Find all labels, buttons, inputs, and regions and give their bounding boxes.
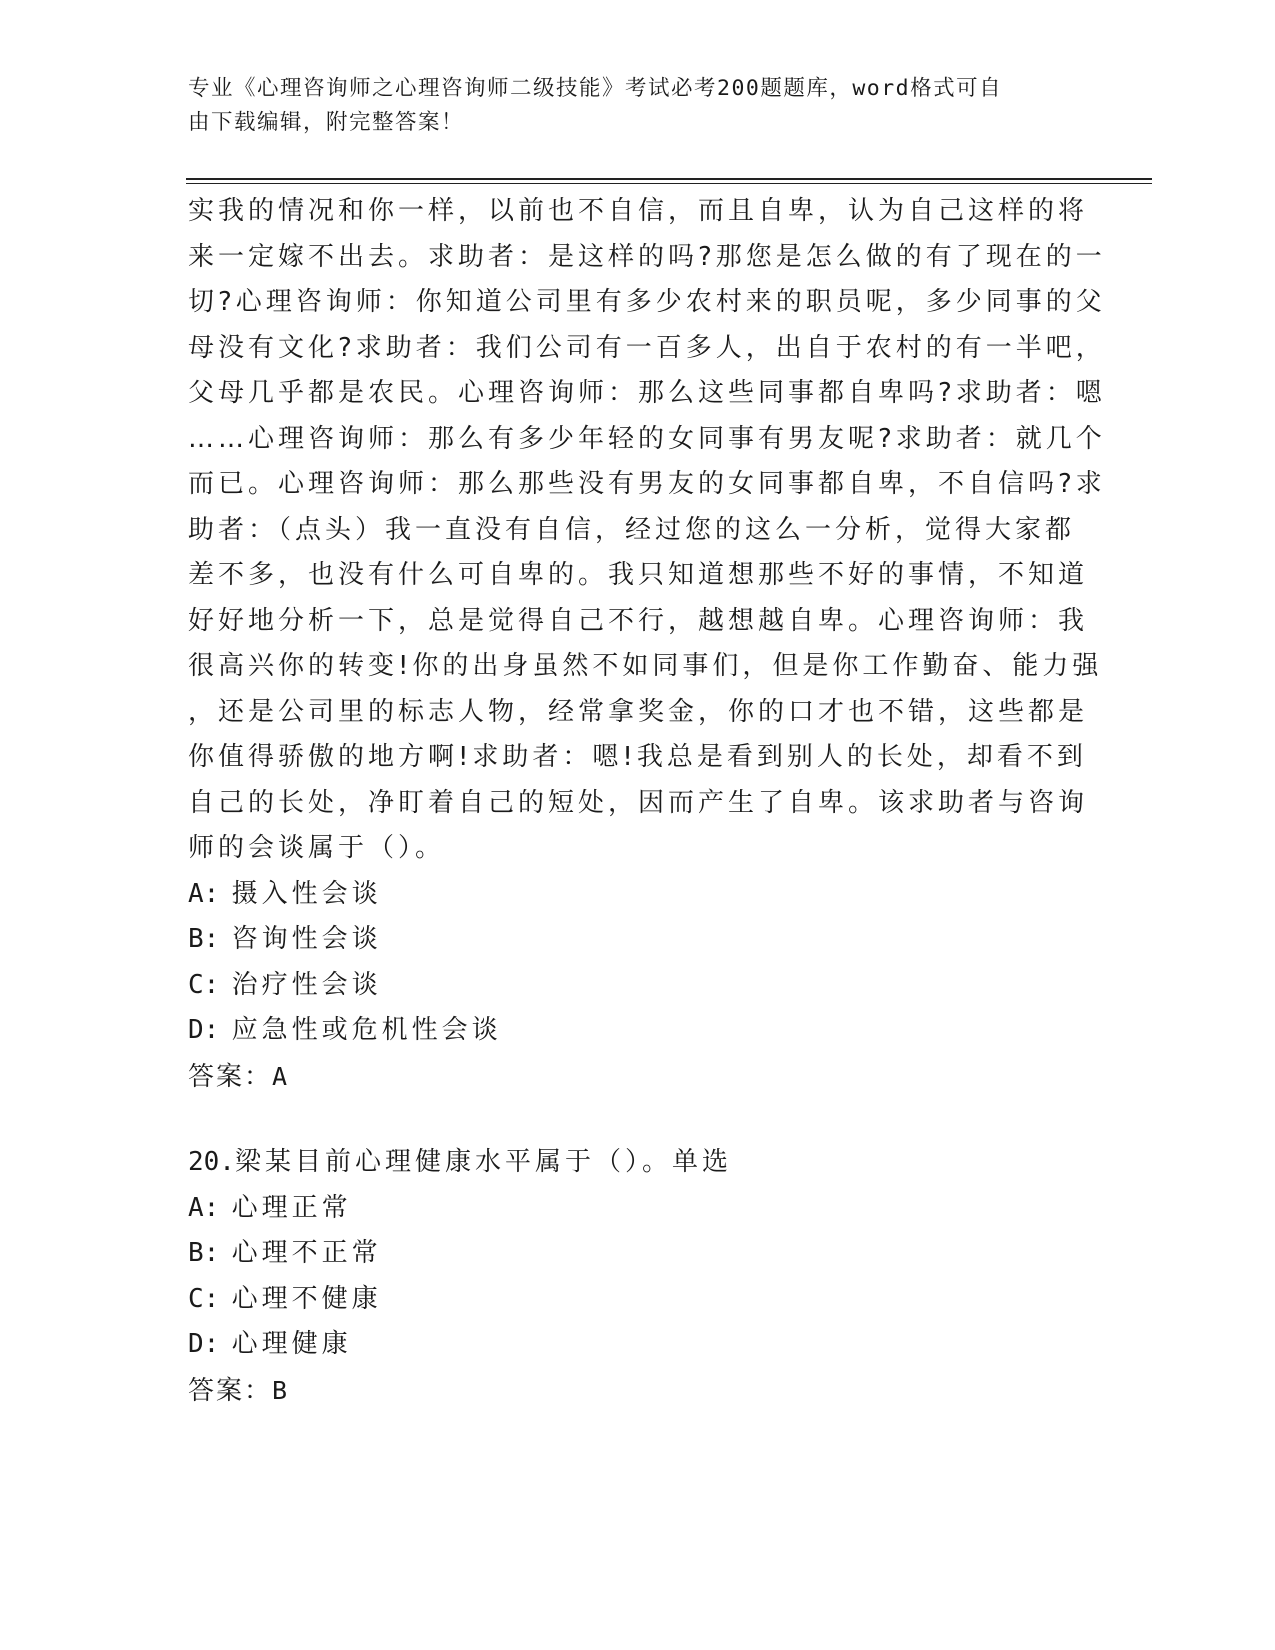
question-19-text-line: 很高兴你的转变!你的出身虽然不如同事们，但是你工作勤奋、能力强 [188, 651, 1103, 681]
question-20-option-a [188, 1186, 1088, 1232]
question-19-option-b [188, 917, 1088, 963]
question-20-option-d [188, 1322, 1088, 1368]
question-19-text-line: 母没有文化?求助者：我们公司有一百多人，出自于农村的有一半吧， [188, 332, 1106, 363]
question-19-text-line: ……心理咨询师：那么有多少年轻的女同事有男友呢?求助者：就几个 [188, 423, 1106, 454]
option-text: 心理不健康 [231, 1283, 382, 1314]
question-20-option-c [188, 1277, 1088, 1323]
option-text: 摄入性会谈 [231, 878, 382, 909]
question-20-stem [188, 1147, 732, 1177]
question-19-block [188, 189, 1106, 1099]
answer-value: B [272, 1375, 290, 1405]
question-number: 20. [188, 1147, 235, 1177]
header-line-2: 由下载编辑，附完整答案！ [188, 110, 465, 135]
question-19-text-line: 切?心理咨询师：你知道公司里有多少农村来的职员呢，多少同事的父 [188, 287, 1106, 317]
question-19-text-line: 师的会谈属于（）。 [188, 833, 446, 863]
option-key: B: [188, 924, 220, 954]
question-19-answer [188, 1054, 1088, 1100]
option-key: A: [188, 878, 220, 909]
question-20-answer [188, 1368, 1088, 1414]
question-20-block [188, 1140, 1088, 1413]
header-line-1: 专业《心理咨询师之心理咨询师二级技能》考试必考200题题库，word格式可自 [188, 76, 1003, 101]
question-19-option-a [188, 872, 1088, 918]
question-19-text-line: 好好地分析一下，总是觉得自己不行，越想越自卑。心理咨询师：我 [188, 605, 1089, 636]
option-key: C: [188, 969, 220, 1000]
question-stem-text: 梁某目前心理健康水平属于（）。单选 [234, 1147, 732, 1177]
option-text: 心理健康 [231, 1329, 352, 1359]
question-19-text-line: ，还是公司里的标志人物，经常拿奖金，你的口才也不错，这些都是 [188, 696, 1089, 727]
answer-value: A [272, 1061, 290, 1091]
option-key: C: [188, 1283, 220, 1314]
question-19-text-line: 你值得骄傲的地方啊!求助者：嗯!我总是看到别人的长处，却看不到 [188, 742, 1087, 772]
question-19-text-line: 自己的长处，净盯着自己的短处，因而产生了自卑。该求助者与咨询 [188, 787, 1089, 818]
question-20-option-b [188, 1231, 1088, 1277]
question-19-text-line: 实我的情况和你一样，以前也不自信，而且自卑，认为自己这样的将 [188, 196, 1089, 226]
option-text: 治疗性会谈 [231, 969, 382, 1000]
question-19-text-line: 助者：（点头）我一直没有自信，经过您的这么一分析，觉得大家都 [188, 514, 1076, 545]
option-key: B: [188, 1238, 220, 1268]
question-19-text-line: 父母几乎都是农民。心理咨询师：那么这些同事都自卑吗?求助者：嗯 [188, 378, 1106, 408]
question-19-text-line: 而已。心理咨询师：那么那些没有男友的女同事都自卑，不自信吗?求 [188, 469, 1106, 499]
option-text: 心理正常 [231, 1192, 352, 1223]
option-text: 心理不正常 [231, 1238, 382, 1268]
option-text: 咨询性会谈 [231, 924, 382, 954]
option-key: D: [188, 1015, 220, 1045]
option-key: A: [188, 1192, 220, 1223]
answer-label: 答案： [188, 1061, 273, 1092]
answer-label: 答案： [188, 1375, 273, 1406]
header-divider-thin [186, 183, 1152, 184]
option-key: D: [188, 1329, 220, 1359]
question-19-option-c [188, 963, 1088, 1009]
question-19-text-line: 来一定嫁不出去。求助者：是这样的吗?那您是怎么做的有了现在的一 [188, 241, 1106, 272]
document-header [188, 72, 1068, 140]
header-divider-thick [186, 178, 1152, 180]
question-19-option-d [188, 1008, 1088, 1054]
question-19-text-line: 差不多，也没有什么可自卑的。我只知道想那些不好的事情，不知道 [188, 560, 1089, 590]
option-text: 应急性或危机性会谈 [231, 1015, 502, 1045]
